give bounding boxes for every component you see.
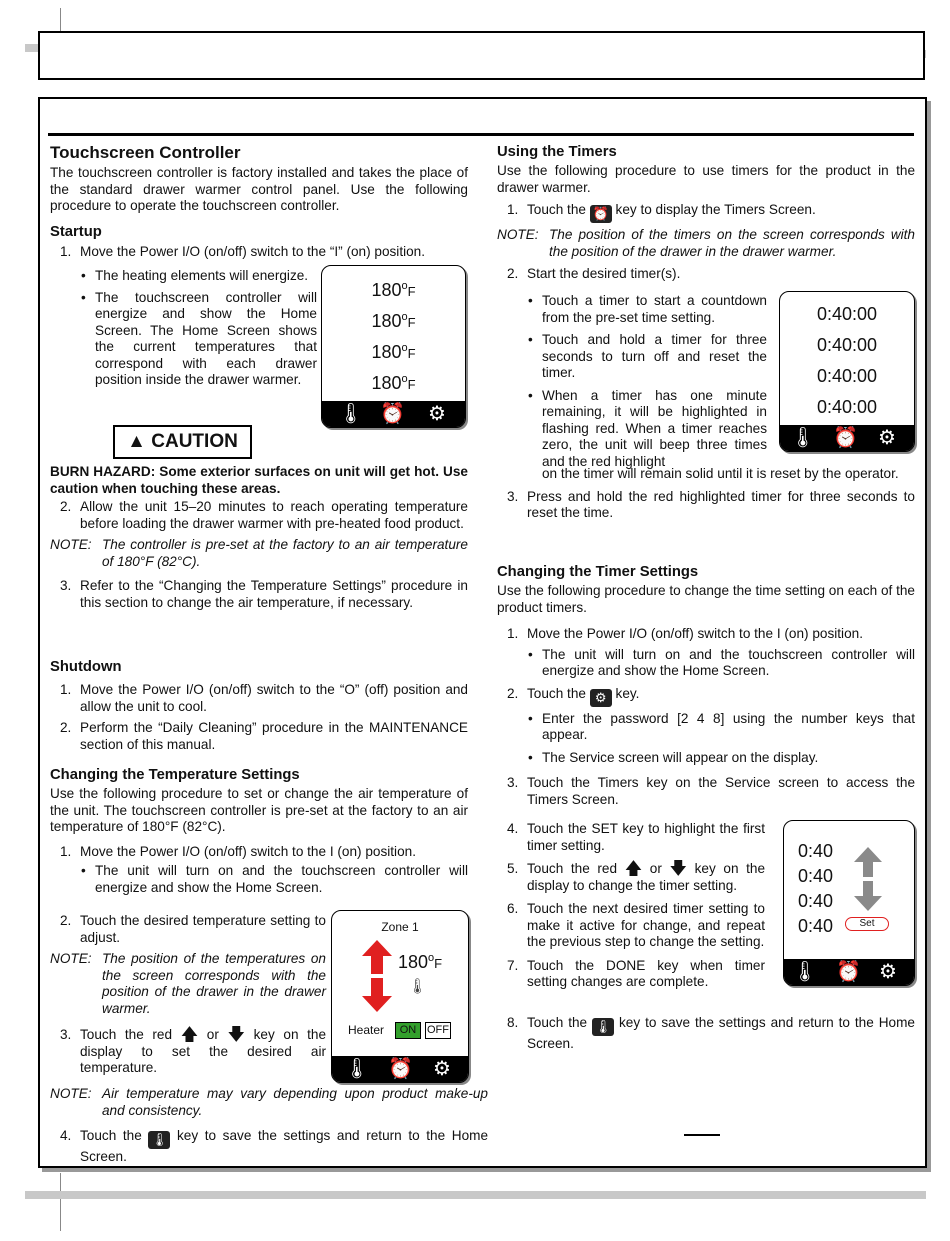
timer-settings-section — [497, 563, 915, 808]
timer-settings-step-5: 5. Touch the red 🡅 or 🡇 key on the display to change the timer setting. — [507, 859, 766, 893]
down-arrow-icon: 🡇 — [669, 859, 687, 878]
timers-note: NOTE: The position of the timers on the screen corresponds with the position of the drawer in the drawer warmer. — [497, 227, 915, 259]
thermometer-key-icon: 🌡 — [148, 1131, 170, 1149]
up-arrow-icon: 🡅 — [624, 859, 643, 878]
temp-step-3: 3. Touch the red 🡅 or 🡇 key on the display to set the desired air temperature. — [60, 1025, 327, 1075]
thermometer-icon: 🌡 — [338, 403, 364, 425]
shutdown-section — [50, 658, 468, 753]
timer-settings-bullet-3: • The Service screen will appear on the display. — [528, 749, 819, 765]
home-temp-4: 180$^o$F — [371, 373, 416, 393]
zone-thermometer-icon: 🌡 — [408, 978, 428, 995]
home-icon-bar — [322, 401, 465, 427]
temp-settings-section — [50, 766, 468, 896]
timer-1: 0:40:00 — [816, 304, 878, 324]
alarm-clock-icon: ⏰ — [833, 427, 858, 449]
temp-settings-steps — [50, 913, 326, 1077]
startup-section — [50, 223, 468, 261]
alarm-clock-icon: ⏰ — [388, 1058, 413, 1080]
zone-title: Zone 1 — [381, 920, 419, 934]
heater-off-button: OFF — [425, 1022, 451, 1039]
thermometer-key-icon: 🌡 — [592, 1018, 614, 1036]
startup-step-1: 1. Move the Power I/O (on/off) switch to the “I” (on) position. — [60, 244, 426, 259]
gear-icon: ⚙ — [879, 961, 897, 983]
startup-step-3: 3. Refer to the “Changing the Temperature Settings” procedure in this section to change the air temperature, if necessary. — [60, 578, 468, 610]
zone-temp: 180$^o$F — [398, 952, 443, 972]
timer-set-screen-illustration — [783, 820, 915, 986]
timers-bullet-2: • Touch and hold a timer for three seconds to turn off and reset the timer. — [528, 332, 767, 380]
section-title: Touchscreen Controller — [50, 143, 241, 162]
set-timer-1: 0:40 — [798, 841, 834, 861]
timer-settings-bullet-2: • Enter the password [2 4 8] using the number keys that appear. — [528, 710, 915, 742]
temp-settings-end — [50, 1086, 488, 1166]
temp-settings-heading: Changing the Temperature Settings — [50, 767, 300, 783]
burn-hazard-text: BURN HAZARD: Some exterior surfaces on unit will get hot. Use caution when touching these areas. — [50, 464, 468, 496]
alarm-clock-icon: ⏰ — [836, 961, 861, 983]
footer-gray-bar — [25, 1191, 926, 1199]
timer-settings-step-4: 4. Touch the SET key to highlight the first timer setting. — [507, 821, 765, 853]
timer-settings-step-1: 1. Move the Power I/O (on/off) switch to the I (on) position. — [507, 626, 863, 641]
timers-step-3: 3. Press and hold the red highlighted timer for three seconds to reset the time. — [507, 488, 915, 520]
timers-continued — [497, 466, 915, 522]
page-number-line — [684, 1134, 720, 1136]
header-box — [38, 31, 925, 80]
timer-settings-step-6: 6. Touch the next desired timer setting to make it active for change, and repeat the previous step to change the setting. — [507, 901, 765, 949]
timer-settings-end — [497, 1015, 915, 1053]
caution-label: ▲ CAUTION — [113, 425, 252, 459]
crop-mark-bottom — [60, 1173, 61, 1231]
timer-settings-bullet-1: • The unit will turn on and the touchscreen controller will energize and show the Home Screen. — [528, 646, 915, 678]
timer-settings-intro: Use the following procedure to change the time setting on each of the product timers. — [497, 583, 915, 615]
startup-note: NOTE: The controller is pre-set at the factory to an air temperature of 180°F (82°C). — [50, 537, 468, 569]
gear-icon: ⚙ — [878, 427, 896, 449]
gear-key-icon: ⚙ — [590, 689, 612, 707]
temp-note-1: NOTE: The position of the temperatures on the screen corresponds with the position of the drawer in the drawer warmer. — [50, 951, 326, 1016]
timer-3: 0:40:00 — [816, 366, 878, 386]
set-timer-4: 0:40 — [798, 916, 834, 936]
shutdown-heading: Shutdown — [50, 659, 122, 675]
temp-step-4: 4. Touch the 🌡 key to save the settings and return to the Home Screen. — [60, 1128, 489, 1164]
set-timer-3: 0:40 — [798, 891, 834, 911]
thermometer-icon: 🌡 — [792, 961, 818, 983]
timer-settings-step-8: 8. Touch the 🌡 key to save the settings and return to the Home Screen. — [507, 1015, 915, 1051]
temp-step-2: 2. Touch the desired temperature setting to adjust. — [60, 913, 326, 945]
startup-bullets — [50, 268, 317, 389]
timers-screen-illustration — [779, 291, 915, 452]
temp-settings-intro: Use the following procedure to set or change the air temperature of the unit. The touchscreen controller is pre-set at the factory to an air temperature of 180°F (82°C). — [50, 786, 468, 834]
startup-bullet-1: • The heating elements will energize. — [81, 268, 309, 283]
timers-section — [497, 143, 915, 283]
up-down-arrows-red — [362, 940, 392, 1012]
startup-heading: Startup — [50, 224, 102, 240]
intro-text: The touchscreen controller is factory installed and takes the place of the standard drawer warmer control panel. Use the following procedure to operate the touchscreen controller. — [50, 165, 468, 213]
warning-icon: ▲ — [127, 431, 146, 452]
temp-note-2: NOTE: Air temperature may vary depending upon product make-up and consistency. — [50, 1086, 488, 1118]
temp-step-1: 1. Move the Power I/O (on/off) switch to the I (on) position. — [60, 843, 416, 859]
home-screen-illustration — [321, 265, 466, 428]
timer-set-icon-bar — [784, 959, 914, 985]
timer-settings-step-2: 2. Touch the ⚙ key. — [507, 685, 640, 705]
timers-bullet-3a: • When a timer has one minute remaining, it will be highlighted in flashing red. When a timer reaches zero, the unit will beep three times and the red highlight — [528, 387, 767, 469]
timer-2: 0:40:00 — [816, 335, 878, 355]
gear-icon: ⚙ — [428, 403, 446, 425]
timers-heading: Using the Timers — [497, 144, 617, 160]
up-arrow-icon: 🡅 — [180, 1025, 199, 1044]
temp-bullet-1: • The unit will turn on and the touchscreen controller will energize and show the Home Screen. — [81, 863, 468, 895]
timer-settings-heading: Changing the Timer Settings — [497, 564, 699, 580]
heater-label: Heater — [348, 1023, 385, 1037]
shutdown-step-1: 1. Move the Power I/O (on/off) switch to the “O” (off) position and allow the unit to cool. — [60, 682, 468, 714]
timer-settings-steps — [497, 821, 765, 991]
timer-settings-step-3: 3. Touch the Timers key on the Service screen to access the Timers Screen. — [507, 775, 915, 807]
timers-bullets — [497, 293, 767, 470]
zone-screen-illustration — [331, 910, 469, 1083]
clock-key-icon: ⏰ — [590, 205, 612, 223]
timers-icon-bar — [780, 425, 914, 451]
timer-settings-step-7: 7. Touch the DONE key when timer setting changes are complete. — [507, 957, 765, 989]
set-timer-2: 0:40 — [798, 866, 834, 886]
thermometer-icon: 🌡 — [344, 1058, 370, 1080]
gear-icon: ⚙ — [433, 1058, 451, 1080]
thermometer-icon: 🌡 — [790, 427, 816, 449]
timers-bullet-3b: on the timer will remain solid until it is reset by the operator. — [542, 466, 899, 481]
header-rule — [48, 133, 914, 136]
alarm-clock-icon: ⏰ — [380, 403, 405, 425]
timers-intro: Use the following procedure to use timers for the product in the drawer warmer. — [497, 163, 915, 195]
down-arrow-icon: 🡇 — [227, 1025, 245, 1044]
startup-step-2: 2. Allow the unit 15–20 minutes to reach operating temperature before loading the drawer warmer with pre-heated food product. — [60, 499, 468, 531]
timers-step-2: 2. Start the desired timer(s). — [507, 266, 681, 281]
shutdown-step-2: 2. Perform the “Daily Cleaning” procedure in the MAINTENANCE section of this manual. — [60, 720, 468, 752]
startup-bullet-2: • The touchscreen controller will energize and show the Home Screen. The Home Screen shows the current temperatures that correspond with each drawer position inside the drawer warmer. — [81, 289, 317, 387]
crop-mark-top — [60, 8, 61, 32]
gray-tab-left — [25, 44, 39, 52]
left-column — [50, 143, 468, 215]
home-temp-1: 180$^o$F — [371, 280, 416, 300]
timers-step-1: 1. Touch the ⏰ key to display the Timers Screen. — [507, 202, 816, 221]
zone-icon-bar — [332, 1056, 468, 1082]
heater-on-button: ON — [395, 1022, 421, 1039]
up-down-arrows-gray — [854, 847, 882, 911]
set-button: Set — [845, 917, 889, 931]
home-temp-3: 180$^o$F — [371, 342, 416, 362]
timer-4: 0:40:00 — [816, 397, 878, 417]
home-temp-2: 180$^o$F — [371, 311, 416, 331]
timers-bullet-1: • Touch a timer to start a countdown from the pre-set time setting. — [528, 293, 767, 325]
startup-continued — [50, 464, 468, 611]
